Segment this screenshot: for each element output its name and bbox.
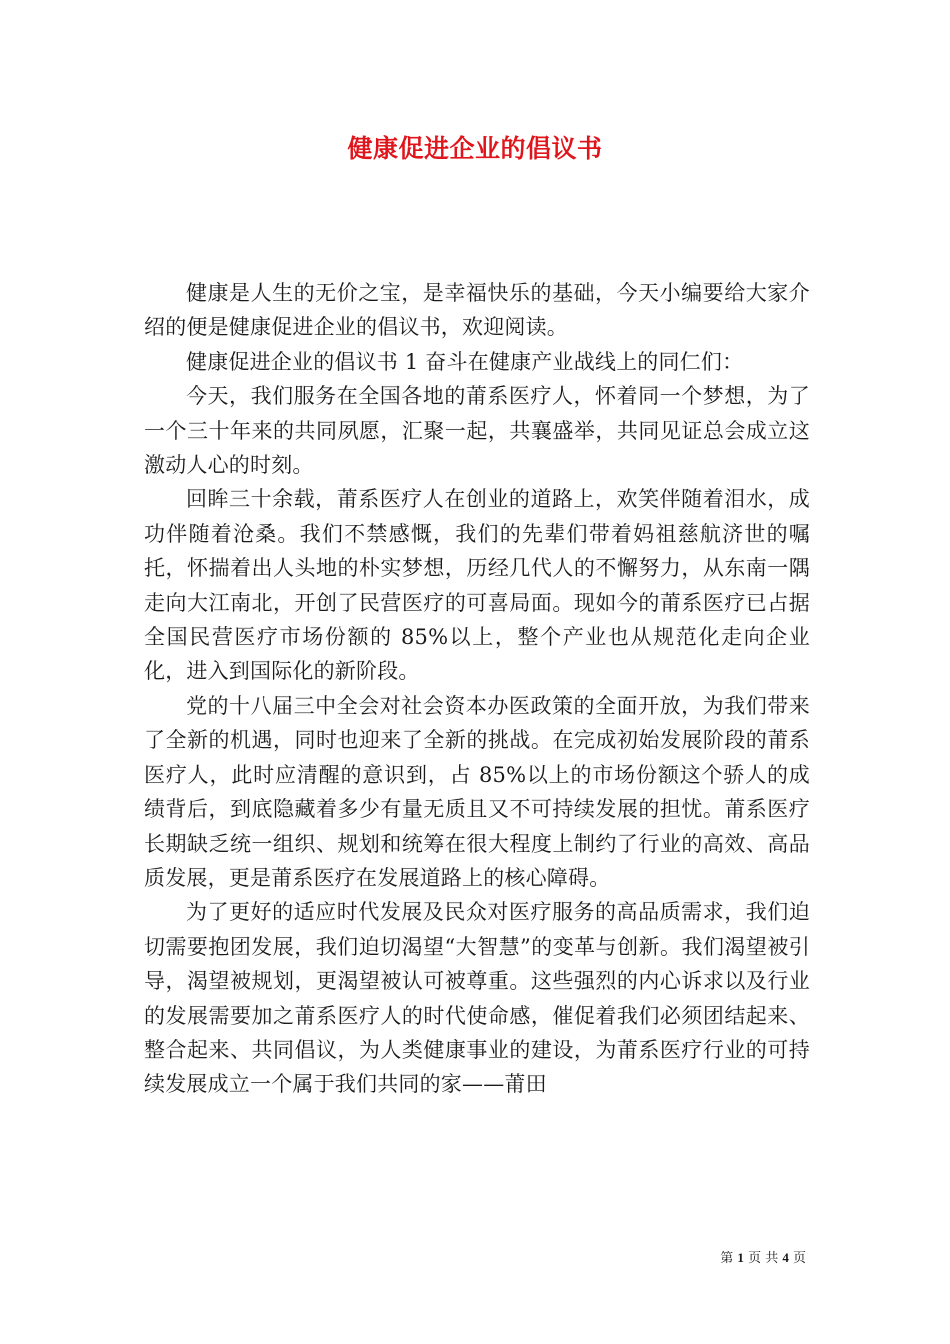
document-body bbox=[144, 276, 810, 1102]
paragraph-policy: 党的十八届三中全会对社会资本办医政策的全面开放，为我们带来了全新的机遇，同时也迎来了全新的挑战。在完成初始发展阶段的莆系医疗人，此时应清醒的意识到，占 85%以上的市场份额这个骄人的成绩背后，到底隐藏着多少有量无质且又不可持续发展的担忧。莆系医疗长期缺乏统一组织、规划和统筹在很大程度上制约了行业的高效、高品质发展，更是莆系医疗在发展道路上的核心障碍。 bbox=[144, 693, 810, 890]
paragraph-salutation: 健康促进企业的倡议书 1 奋斗在健康产业战线上的同仁们： bbox=[186, 349, 744, 374]
footer-total-pages: 4 bbox=[782, 1250, 789, 1265]
footer-middle: 页 共 bbox=[748, 1251, 779, 1266]
paragraph-today: 今天，我们服务在全国各地的莆系医疗人，怀着同一个梦想，为了一个三十年来的共同夙愿，汇聚一起，共襄盛举，共同见证总会成立这激动人心的时刻。 bbox=[144, 384, 810, 478]
page-number-footer bbox=[720, 1249, 806, 1268]
footer-prefix: 第 bbox=[720, 1251, 734, 1266]
footer-current-page: 1 bbox=[737, 1250, 744, 1265]
document-title: 健康促进企业的倡议书 bbox=[347, 134, 603, 163]
paragraph-appeal: 为了更好的适应时代发展及民众对医疗服务的高品质需求，我们迫切需要抱团发展，我们迫切渴望“大智慧”的变革与创新。我们渴望被引导，渴望被规划，更渴望被认可被尊重。这些强烈的内心诉求以及行业的发展需要加之莆系医疗人的时代使命感，催促着我们必须团结起来、整合起来、共同倡议，为人类健康事业的建设，为莆系医疗行业的可持续发展成立一个属于我们共同的家——莆田 bbox=[144, 900, 810, 1097]
footer-suffix: 页 bbox=[792, 1251, 806, 1266]
paragraph-history: 回眸三十余载，莆系医疗人在创业的道路上，欢笑伴随着泪水，成功伴随着沧桑。我们不禁感慨，我们的先辈们带着妈祖慈航济世的嘱托，怀揣着出人头地的朴实梦想，历经几代人的不懈努力，从东南一隅走向大江南北，开创了民营医疗的可喜局面。现如今的莆系医疗已占据全国民营医疗市场份额的 85%以上，整个产业也从规范化走向企业化，进入到国际化的新阶段。 bbox=[144, 487, 810, 684]
paragraph-intro: 健康是人生的无价之宝，是幸福快乐的基础，今天小编要给大家介绍的便是健康促进企业的倡议书，欢迎阅读。 bbox=[144, 281, 810, 340]
